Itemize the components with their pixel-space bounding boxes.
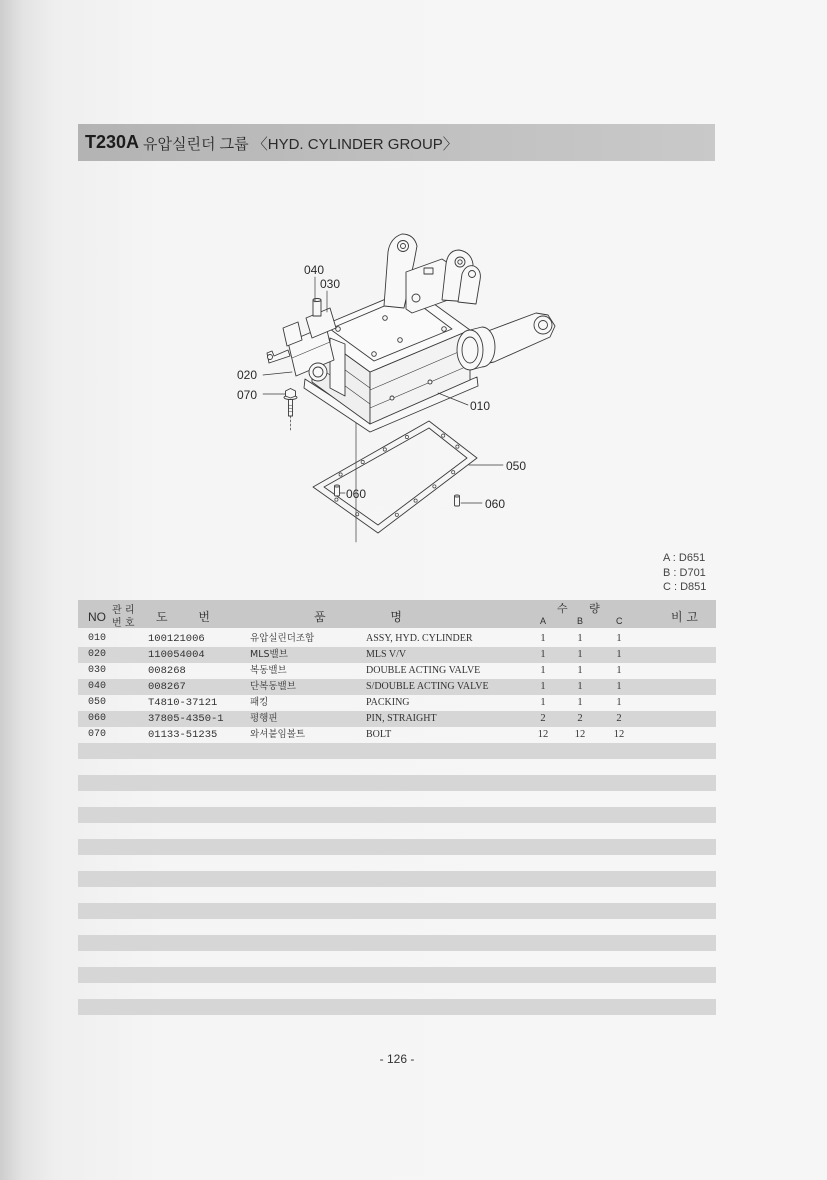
row-drawing-no: 01133-51235 [148, 729, 218, 741]
row-qty-a: 1 [540, 633, 546, 644]
blank-row [78, 935, 716, 951]
row-drawing-no: 110054004 [148, 649, 205, 661]
model-legend [663, 551, 706, 595]
group-title: 유압실린더 그룹 〈HYD. CYLINDER GROUP〉 [143, 136, 458, 153]
bracket-pin-hole-inner [401, 244, 406, 249]
pin-end [455, 495, 460, 497]
gasket-outer-edge [313, 421, 477, 533]
row-name-en: PACKING [366, 697, 410, 708]
row-qty-a: 1 [540, 649, 546, 660]
header-no: NO [88, 610, 106, 624]
row-name-en: DOUBLE ACTING VALVE [366, 665, 481, 676]
row-qty-b: 1 [577, 665, 583, 676]
parts-table-body [78, 631, 716, 1015]
bracket-slot [424, 268, 433, 274]
row-drawing-no: 008268 [148, 665, 186, 677]
row-qty-c: 1 [616, 681, 622, 692]
model-c: C : D851 [663, 581, 707, 593]
cover-bolt [398, 338, 403, 343]
row-qty-c: 2 [616, 713, 622, 724]
row-qty-c: 1 [616, 649, 622, 660]
blank-row [78, 919, 716, 935]
row-drawing-no: T4810-37121 [148, 697, 218, 709]
pin-body [455, 496, 460, 506]
blank-row [78, 951, 716, 967]
blank-row [78, 807, 716, 823]
bolt-hole [405, 435, 408, 438]
row-name-en: S/DOUBLE ACTING VALVE [366, 681, 489, 692]
bolt-hole [442, 434, 445, 437]
cover-bolt [383, 316, 388, 321]
lift-arm-eye-hole [539, 321, 548, 330]
blank-row [78, 887, 716, 903]
packing-gasket [313, 421, 477, 533]
leader-020 [263, 372, 292, 375]
bolt-hole [414, 499, 417, 502]
valve-mount-plate [330, 338, 345, 396]
header-qty-b: B [577, 616, 584, 626]
callout-040: 040 [304, 263, 325, 277]
callout-060-right: 060 [485, 497, 506, 511]
group-code: T230A [85, 132, 140, 152]
bolt-hole [383, 448, 386, 451]
row-qty-a: 2 [540, 713, 546, 724]
side-bolt [428, 380, 432, 384]
blank-row [78, 775, 716, 791]
row-no: 030 [88, 665, 107, 676]
row-qty-c: 1 [616, 665, 622, 676]
straight-pin-right [455, 495, 460, 506]
bolt-hex-head [286, 389, 296, 399]
row-name-kr: 복동밸브 [250, 665, 287, 676]
row-qty-c: 12 [613, 729, 625, 740]
washer-bolt [284, 389, 297, 431]
row-no: 070 [88, 729, 107, 740]
row-qty-a: 12 [537, 729, 549, 740]
bolt-hole [361, 460, 364, 463]
blank-row [78, 983, 716, 999]
header-quantity: 수 량 [557, 602, 600, 615]
bolt-hole [433, 485, 436, 488]
row-no: 040 [88, 681, 107, 692]
row-drawing-no: 008267 [148, 681, 186, 693]
lift-arm-right [457, 313, 555, 370]
callout-030: 030 [320, 277, 341, 291]
bolt-hole [339, 473, 342, 476]
side-bolt [390, 396, 394, 400]
row-drawing-no: 37805-4350-1 [148, 713, 224, 725]
blank-row [78, 759, 716, 775]
blank-row [78, 871, 716, 887]
model-b: B : D701 [663, 566, 706, 579]
valve-round-cover-inner [313, 367, 323, 377]
row-name-en: ASSY, HYD. CYLINDER [366, 633, 473, 644]
row-no: 050 [88, 697, 107, 708]
table-row [78, 695, 716, 711]
cover-bolt [372, 352, 377, 357]
table-row [78, 647, 716, 663]
blank-row [78, 743, 716, 759]
section-title-band [78, 124, 715, 161]
blank-row [78, 823, 716, 839]
model-a: A : D651 [663, 552, 706, 564]
row-qty-c: 1 [616, 697, 622, 708]
callout-010: 010 [470, 399, 491, 413]
cover-bolt [336, 327, 341, 332]
blank-row [78, 999, 716, 1015]
bracket-pin-hole [469, 271, 476, 278]
blank-row [78, 791, 716, 807]
row-name-kr: 유압실린더조합 [250, 633, 315, 644]
callout-050: 050 [506, 459, 527, 473]
bracket-ring [412, 294, 420, 302]
header-remarks: 비 고 [671, 610, 698, 624]
row-name-kr: 패킹 [250, 697, 269, 708]
bolt-hole [456, 445, 459, 448]
row-qty-b: 12 [574, 729, 586, 740]
single-double-acting-valve [313, 300, 321, 316]
bracket-pin-hole-inner [458, 260, 462, 264]
header-mgmt-no-top: 관 리 [112, 605, 135, 616]
row-qty-a: 1 [540, 665, 546, 676]
bolt-hole [395, 513, 398, 516]
straight-pin-left [335, 485, 340, 496]
pin-body [335, 486, 340, 496]
table-row [78, 727, 716, 743]
row-name-kr: 와셔붙임볼트 [250, 729, 306, 740]
row-name-kr: 평행핀 [250, 713, 278, 724]
row-name-en: BOLT [366, 729, 392, 740]
valve-cap [313, 299, 321, 302]
row-qty-b: 1 [577, 697, 583, 708]
pin-end [335, 485, 340, 487]
header-mgmt-no-bottom: 번 호 [112, 618, 135, 629]
blank-row [78, 967, 716, 983]
table-row [78, 663, 716, 679]
row-drawing-no: 100121006 [148, 633, 205, 645]
row-no: 010 [88, 633, 107, 644]
table-row [78, 679, 716, 695]
exploded-view-diagram [220, 222, 580, 547]
bolt-hole [452, 471, 455, 474]
row-qty-b: 1 [577, 681, 583, 692]
lift-bracket [384, 234, 480, 313]
table-row [78, 711, 716, 727]
header-part-name: 품 명 [314, 610, 402, 624]
row-no: 060 [88, 713, 107, 724]
header-qty-a: A [540, 616, 547, 626]
row-qty-a: 1 [540, 681, 546, 692]
callout-070: 070 [237, 388, 258, 402]
row-name-kr: MLS밸브 [250, 649, 288, 660]
cover-bolt [442, 327, 447, 332]
blank-row [78, 855, 716, 871]
row-qty-b: 1 [577, 633, 583, 644]
blank-row [78, 839, 716, 855]
row-qty-a: 1 [540, 697, 546, 708]
callout-060-left: 060 [346, 487, 367, 501]
page-number: - 126 - [379, 1052, 415, 1066]
row-qty-b: 1 [577, 649, 583, 660]
parts-table-header [78, 600, 716, 628]
table-row [78, 631, 716, 647]
row-name-en: MLS V/V [366, 649, 407, 660]
fitting-nut [268, 355, 273, 360]
bolt-hole [335, 498, 338, 501]
blank-row [78, 903, 716, 919]
row-name-en: PIN, STRAIGHT [366, 713, 437, 724]
row-qty-b: 2 [577, 713, 583, 724]
row-name-kr: 단복동밸브 [250, 681, 296, 692]
header-qty-c: C [616, 616, 623, 626]
cross-shaft-bore [462, 337, 478, 363]
header-drawing-no: 도 번 [156, 610, 210, 624]
row-qty-c: 1 [616, 633, 622, 644]
row-no: 020 [88, 649, 107, 660]
callout-020: 020 [237, 368, 258, 382]
